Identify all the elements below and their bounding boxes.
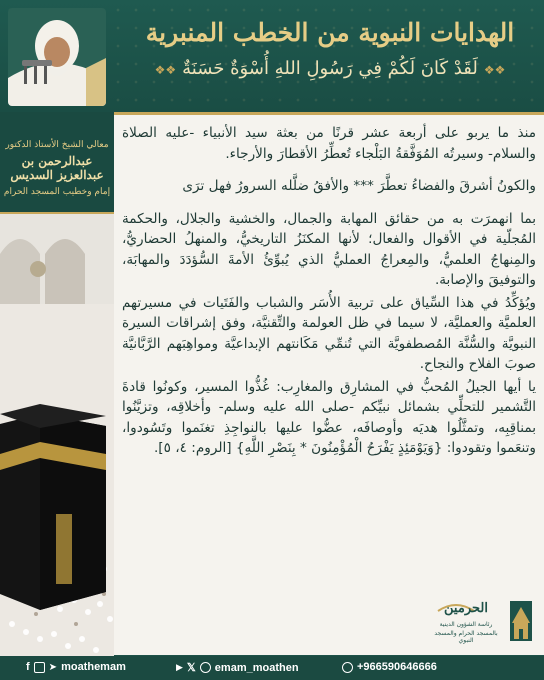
- kaaba-image: [0, 214, 114, 657]
- paragraph-2: بما انهمرَت به من حقائق المهابة والجمال، والخشية والجلال، والحكمة المُجلّية في الأقوال والفعال؛ لأنها المكنَزُ التاريخيُّ، والمنهلُ الحضاريُّ، والمِنهاجُ العلميُّ، والمِعراجُ العمليُّ الذي يُبوِّئُ الأمةَ السُّؤدَدَ والمهابَة، والتوفيقَ والإصابة.: [122, 210, 536, 288]
- imam-name: عبدالرحمن بن عبدالعزيز السديس: [10, 154, 104, 182]
- paragraph-1: منذ ما يربو على أربعة عشر قرنًا من بعثة سيد الأنبياء -عليه الصلاة والسلام- وسيرتُه المُوَفَّقةُ البَلْجاء تُعطِّرُ الأقطارَ والأرجاء.: [122, 125, 536, 162]
- left-panel: [0, 112, 114, 657]
- social-group-1[interactable]: [26, 661, 126, 673]
- logo-name: الحرمين: [444, 601, 488, 616]
- verse-text: لَقَدْ كَانَ لَكُمْ فِي رَسُولِ اللهِ أُسْوَةٌ حَسَنَةٌ: [182, 58, 478, 79]
- imam-portrait: [8, 8, 106, 106]
- logo-line-3: بالمسجد الحرام والمسجد النبوي: [434, 630, 498, 644]
- footer-phone[interactable]: +966590646666: [357, 661, 437, 673]
- content-panel: [114, 115, 544, 655]
- ornament-left-icon: ❖❖: [483, 63, 506, 77]
- youtube-icon[interactable]: ▶: [176, 662, 183, 672]
- telegram-icon[interactable]: ➤: [48, 661, 58, 673]
- social-footer: [0, 656, 544, 680]
- paragraph-3: ويُؤكِّدُ في هذا السِّياق على تربية الأُسَر والشباب والفَتَيات في مسيرتهم العلميَّة والعمليَّة، لا سيما في ظل العولمة والتِّقنيَّة، وفق إشراقات السيرة النبويَّة والسُّنَّة المُصطفويَّة التي تُنمِّي مَكَانتهم الإبداعيَّة ومواهِبَهم الرَّبَّانيَّة صوبَ الفلاح والنجاح.: [122, 294, 536, 372]
- logo-line-2: رئاسة الشؤون الدينية: [439, 621, 493, 628]
- snapchat-icon[interactable]: [200, 662, 211, 673]
- ornament-right-icon: ❖❖: [154, 63, 177, 77]
- instagram-icon[interactable]: [34, 662, 45, 673]
- social-group-3[interactable]: [342, 661, 437, 673]
- footer-handle-1[interactable]: moathemam: [61, 661, 126, 673]
- facebook-icon[interactable]: f: [26, 661, 30, 673]
- verse-subtitle: [130, 58, 530, 79]
- paragraph-4: يا أيها الجيلُ المُحبُّ في المشارِق والمغارِب: غُذُّوا المسير، وكونُوا قادةَ التَّشمير للتحلِّي بشمائل نبيِّكم -صلى الله عليه وسلم- وأخلاقِه، وتزيَّنُوا بمناقِبِه، وتمثَّلُوا هديَه وأوصافَه، عضُّوا عليها بالنواجِذِ تغنَموا وتَسُودوا، وتنعَموا وتقودوا: {وَيَوْمَئِذٍ يَفْرَحُ الْمُؤْمِنُونَ * بِنَصْرِ اللَّهِ} [الروم: ٤، ٥].: [122, 378, 536, 456]
- header-banner: [0, 0, 544, 115]
- page-title: الهدايات النبوية من الخطب المنبرية: [145, 18, 515, 47]
- institution-logo: [426, 597, 534, 649]
- social-group-2[interactable]: [176, 661, 299, 674]
- whatsapp-icon[interactable]: [342, 662, 353, 673]
- footer-handle-2[interactable]: emam_moathen: [214, 661, 299, 674]
- imam-title: معالي الشيخ الأستاذ الدكتور: [5, 140, 109, 150]
- article-body: [122, 123, 536, 471]
- imam-name-box: [0, 112, 114, 214]
- x-icon[interactable]: 𝕏: [186, 662, 196, 674]
- imam-role: إمام وخطيب المسجد الحرام: [3, 187, 111, 197]
- poem-line: والكونُ أشرقَ والفضاءُ تعطَّرَ *** والأفقُ ضلَّله السرورُ فهل ترَى: [182, 178, 536, 194]
